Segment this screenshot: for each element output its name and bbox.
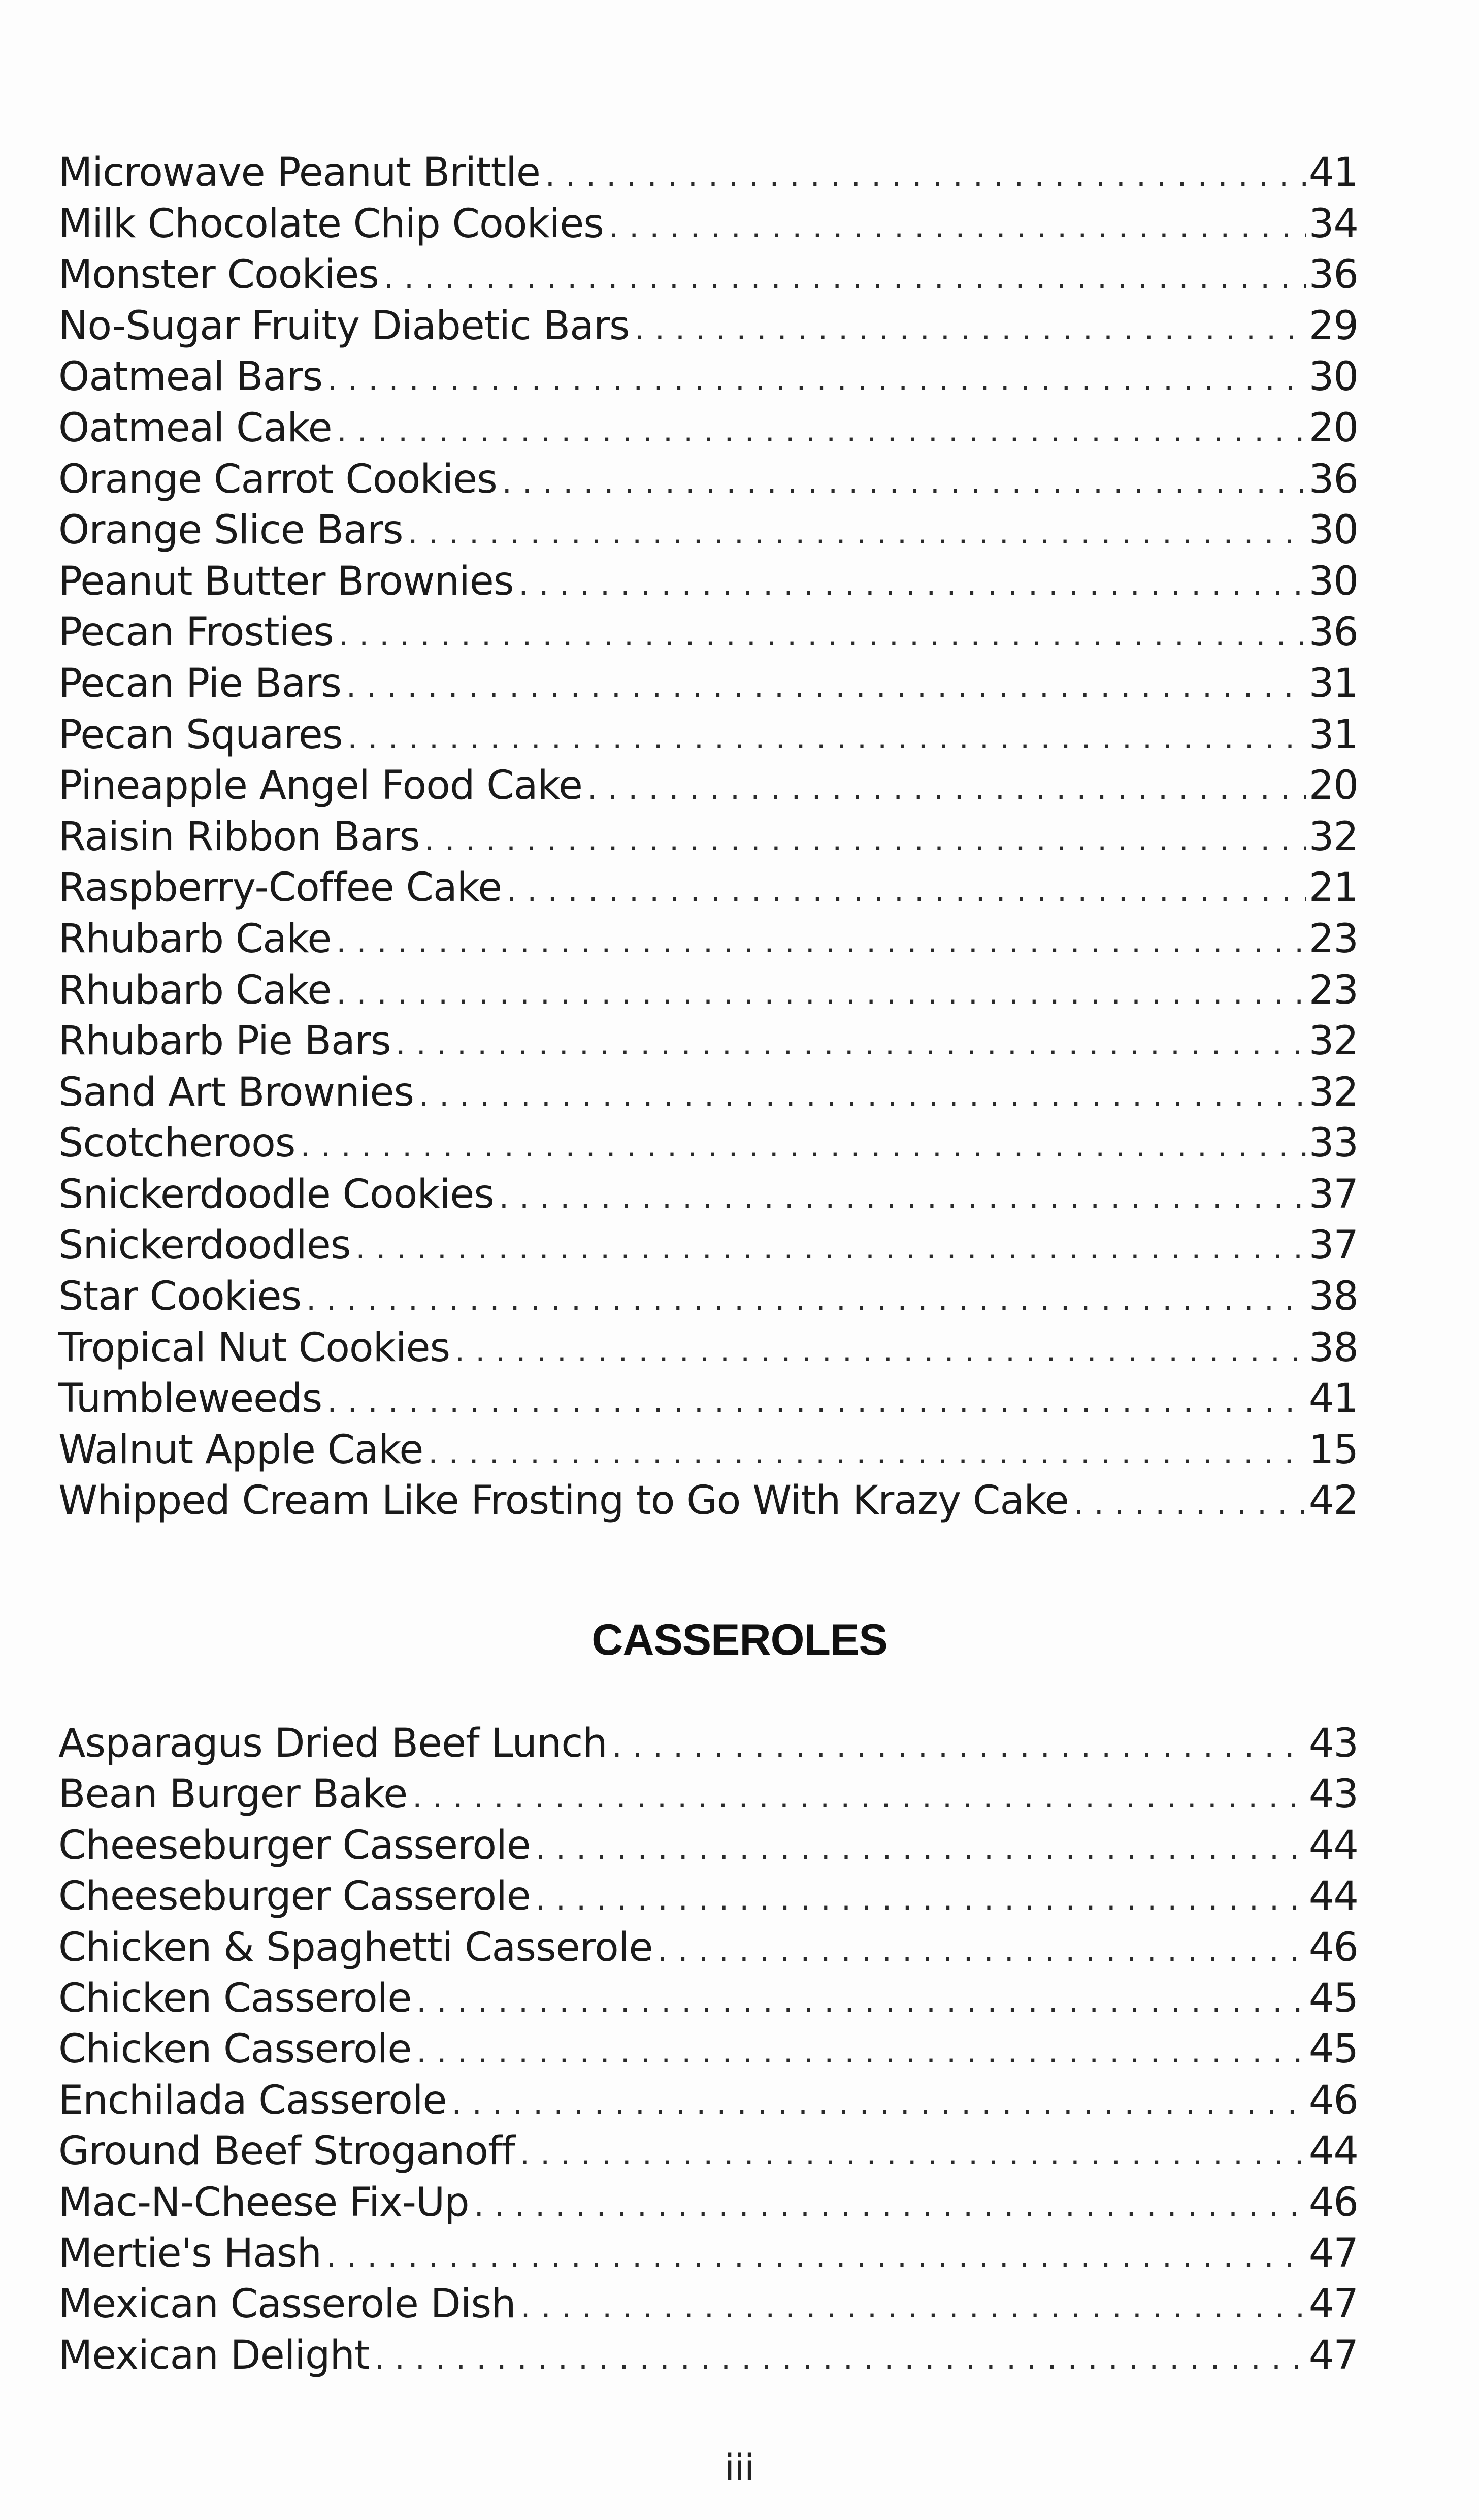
- dot-leader: [499, 1172, 1306, 1223]
- index-entry: [58, 1769, 1358, 1820]
- dot-leader: [1074, 1478, 1306, 1529]
- index-entry: [58, 1871, 1358, 1922]
- entry-page: 30: [1308, 507, 1358, 554]
- dot-leader: [300, 1121, 1305, 1172]
- entry-page: 32: [1308, 1018, 1358, 1064]
- entry-page: 33: [1308, 1120, 1358, 1167]
- entry-title: Peanut Butter Brownies: [58, 558, 514, 604]
- dot-leader: [336, 968, 1305, 1019]
- dot-leader: [416, 1976, 1305, 2027]
- dot-leader: [658, 1925, 1305, 1976]
- entry-title: Oatmeal Bars: [58, 354, 323, 400]
- index-entry: [58, 147, 1358, 199]
- entry-page: 46: [1308, 2179, 1358, 2225]
- entry-page: 46: [1308, 1924, 1358, 1970]
- entry-title: Orange Slice Bars: [58, 507, 403, 554]
- dot-leader: [452, 2078, 1306, 2129]
- index-entry: [58, 2177, 1358, 2228]
- entry-page: 45: [1308, 2026, 1358, 2073]
- page-number: iii: [725, 2447, 754, 2489]
- entry-page: 45: [1308, 1975, 1358, 2021]
- index-entry: [58, 1425, 1358, 1476]
- index-entry: [58, 1016, 1358, 1067]
- dot-leader: [412, 1772, 1306, 1823]
- entry-page: 32: [1308, 1069, 1358, 1115]
- dot-leader: [339, 610, 1306, 661]
- dot-leader: [609, 202, 1306, 252]
- index-entry: [58, 760, 1358, 812]
- entry-title: Pecan Pie Bars: [58, 660, 341, 706]
- entry-page: 31: [1308, 660, 1358, 706]
- index-entry: [58, 709, 1358, 761]
- entry-title: Walnut Apple Cake: [58, 1427, 423, 1473]
- dot-leader: [337, 406, 1306, 457]
- entry-page: 20: [1308, 405, 1358, 451]
- dot-leader: [396, 1019, 1306, 1070]
- index-entry: [58, 812, 1358, 863]
- entry-title: Bean Burger Bake: [58, 1771, 408, 1818]
- index-entry: [58, 1271, 1358, 1322]
- dot-leader: [635, 304, 1306, 354]
- entry-page: 36: [1308, 456, 1358, 502]
- dot-leader: [520, 2129, 1306, 2180]
- entry-page: 47: [1308, 2230, 1358, 2276]
- desserts-index-continued: [58, 147, 1358, 1527]
- entry-title: Star Cookies: [58, 1274, 302, 1320]
- entry-title: Chicken & Spaghetti Casserole: [58, 1924, 653, 1970]
- entry-title: Milk Chocolate Chip Cookies: [58, 201, 604, 247]
- casseroles-index: [58, 1718, 1358, 2381]
- dot-leader: [455, 1326, 1306, 1376]
- entry-title: Raisin Ribbon Bars: [58, 814, 420, 860]
- entry-page: 23: [1308, 967, 1358, 1013]
- index-entry: [58, 1973, 1358, 2024]
- index-entry: [58, 1118, 1358, 1169]
- entry-page: 20: [1308, 763, 1358, 809]
- index-entry: [58, 2228, 1358, 2279]
- entry-page: 36: [1308, 609, 1358, 656]
- index-entry: [58, 1067, 1358, 1118]
- entry-page: 30: [1308, 558, 1358, 604]
- entry-title: Rhubarb Cake: [58, 916, 332, 962]
- entry-page: 31: [1308, 712, 1358, 758]
- index-entry: [58, 965, 1358, 1016]
- dot-leader: [587, 763, 1306, 814]
- entry-title: Tropical Nut Cookies: [58, 1324, 450, 1371]
- entry-title: Microwave Peanut Brittle: [58, 150, 540, 196]
- entry-title: Mexican Casserole Dish: [58, 2281, 516, 2328]
- index-entry: [58, 2075, 1358, 2126]
- entry-page: 29: [1308, 303, 1358, 349]
- dot-leader: [355, 1223, 1305, 1274]
- index-entry: [58, 1220, 1358, 1271]
- entry-title: Scotcheroos: [58, 1120, 295, 1167]
- entry-title: Whipped Cream Like Frosting to Go With Krazy Cake: [58, 1478, 1069, 1524]
- index-entry: [58, 1322, 1358, 1374]
- index-entry: [58, 351, 1358, 403]
- dot-leader: [327, 354, 1306, 405]
- entry-page: 37: [1308, 1171, 1358, 1217]
- entry-page: 41: [1308, 1376, 1358, 1422]
- entry-title: Snickerdoodle Cookies: [58, 1171, 494, 1217]
- dot-leader: [408, 508, 1306, 559]
- entry-page: 47: [1308, 2332, 1358, 2378]
- dot-leader: [375, 2333, 1306, 2384]
- dot-leader: [326, 2231, 1306, 2282]
- entry-title: Pineapple Angel Food Cake: [58, 763, 582, 809]
- entry-title: Pecan Frosties: [58, 609, 334, 656]
- dot-leader: [424, 815, 1305, 865]
- index-entry: [58, 914, 1358, 965]
- index-entry: [58, 2024, 1358, 2075]
- dot-leader: [327, 1376, 1305, 1427]
- entry-page: 34: [1308, 201, 1358, 247]
- entry-page: 46: [1308, 2077, 1358, 2123]
- dot-leader: [428, 1428, 1305, 1478]
- index-entry: [58, 454, 1358, 505]
- entry-page: 23: [1308, 916, 1358, 962]
- section-heading-casseroles: CASSEROLES: [591, 1616, 888, 1664]
- entry-title: Orange Carrot Cookies: [58, 456, 497, 502]
- entry-title: Sand Art Brownies: [58, 1069, 414, 1115]
- index-entry: [58, 301, 1358, 352]
- index-entry: [58, 403, 1358, 454]
- entry-title: Ground Beef Stroganoff: [58, 2128, 515, 2175]
- dot-leader: [347, 713, 1305, 763]
- index-entry: [58, 862, 1358, 914]
- dot-leader: [518, 559, 1305, 610]
- index-entry: [58, 249, 1358, 301]
- dot-leader: [306, 1274, 1306, 1325]
- index-entry: [58, 1475, 1358, 1527]
- index-entry: [58, 1718, 1358, 1769]
- dot-leader: [336, 917, 1305, 967]
- entry-title: Mertie's Hash: [58, 2230, 321, 2276]
- index-entry: [58, 1820, 1358, 1871]
- dot-leader: [536, 1823, 1306, 1874]
- entry-title: Oatmeal Cake: [58, 405, 332, 451]
- entry-page: 42: [1308, 1478, 1358, 1524]
- entry-page: 32: [1308, 814, 1358, 860]
- entry-page: 38: [1308, 1324, 1358, 1371]
- index-entry: [58, 199, 1358, 250]
- entry-title: Monster Cookies: [58, 252, 379, 298]
- dot-leader: [474, 2180, 1306, 2231]
- entry-title: Rhubarb Cake: [58, 967, 332, 1013]
- dot-leader: [521, 2282, 1306, 2333]
- index-entry: [58, 607, 1358, 658]
- entry-title: Raspberry-Coffee Cake: [58, 865, 502, 911]
- index-entry: [58, 556, 1358, 607]
- entry-page: 47: [1308, 2281, 1358, 2328]
- entry-title: Cheeseburger Casserole: [58, 1822, 531, 1868]
- index-entry: [58, 1373, 1358, 1425]
- entry-page: 38: [1308, 1274, 1358, 1320]
- index-entry: [58, 2126, 1358, 2177]
- entry-page: 37: [1308, 1222, 1358, 1269]
- dot-leader: [536, 1874, 1306, 1925]
- entry-title: Enchilada Casserole: [58, 2077, 447, 2123]
- entry-page: 30: [1308, 354, 1358, 400]
- dot-leader: [346, 661, 1306, 712]
- entry-page: 15: [1308, 1427, 1358, 1473]
- index-entry: [58, 2279, 1358, 2330]
- dot-leader: [416, 2027, 1305, 2078]
- entry-page: 21: [1308, 865, 1358, 911]
- index-entry: [58, 505, 1358, 556]
- entry-title: Pecan Squares: [58, 712, 343, 758]
- index-entry: [58, 1922, 1358, 1973]
- entry-title: Snickerdoodles: [58, 1222, 351, 1269]
- entry-title: Mac-N-Cheese Fix-Up: [58, 2179, 469, 2225]
- dot-leader: [545, 150, 1306, 201]
- dot-leader: [612, 1721, 1306, 1772]
- entry-title: Mexican Delight: [58, 2332, 370, 2378]
- dot-leader: [419, 1070, 1306, 1121]
- index-entry: [58, 1169, 1358, 1220]
- entry-page: 43: [1308, 1771, 1358, 1818]
- entry-title: Rhubarb Pie Bars: [58, 1018, 391, 1064]
- entry-title: Chicken Casserole: [58, 2026, 412, 2073]
- entry-title: Tumbleweeds: [58, 1376, 322, 1422]
- entry-page: 44: [1308, 1873, 1358, 1920]
- entry-title: Chicken Casserole: [58, 1975, 412, 2021]
- entry-title: Cheeseburger Casserole: [58, 1873, 531, 1920]
- entry-page: 41: [1308, 150, 1358, 196]
- index-entry: [58, 658, 1358, 709]
- dot-leader: [507, 865, 1306, 916]
- entry-page: 44: [1308, 1822, 1358, 1868]
- entry-page: 43: [1308, 1721, 1358, 1766]
- dot-leader: [502, 457, 1306, 508]
- entry-title: No-Sugar Fruity Diabetic Bars: [58, 303, 630, 349]
- entry-page: 36: [1308, 252, 1358, 298]
- index-entry: [58, 2330, 1358, 2381]
- entry-title: Asparagus Dried Beef Lunch: [58, 1721, 607, 1766]
- dot-leader: [384, 252, 1306, 303]
- entry-page: 44: [1308, 2128, 1358, 2175]
